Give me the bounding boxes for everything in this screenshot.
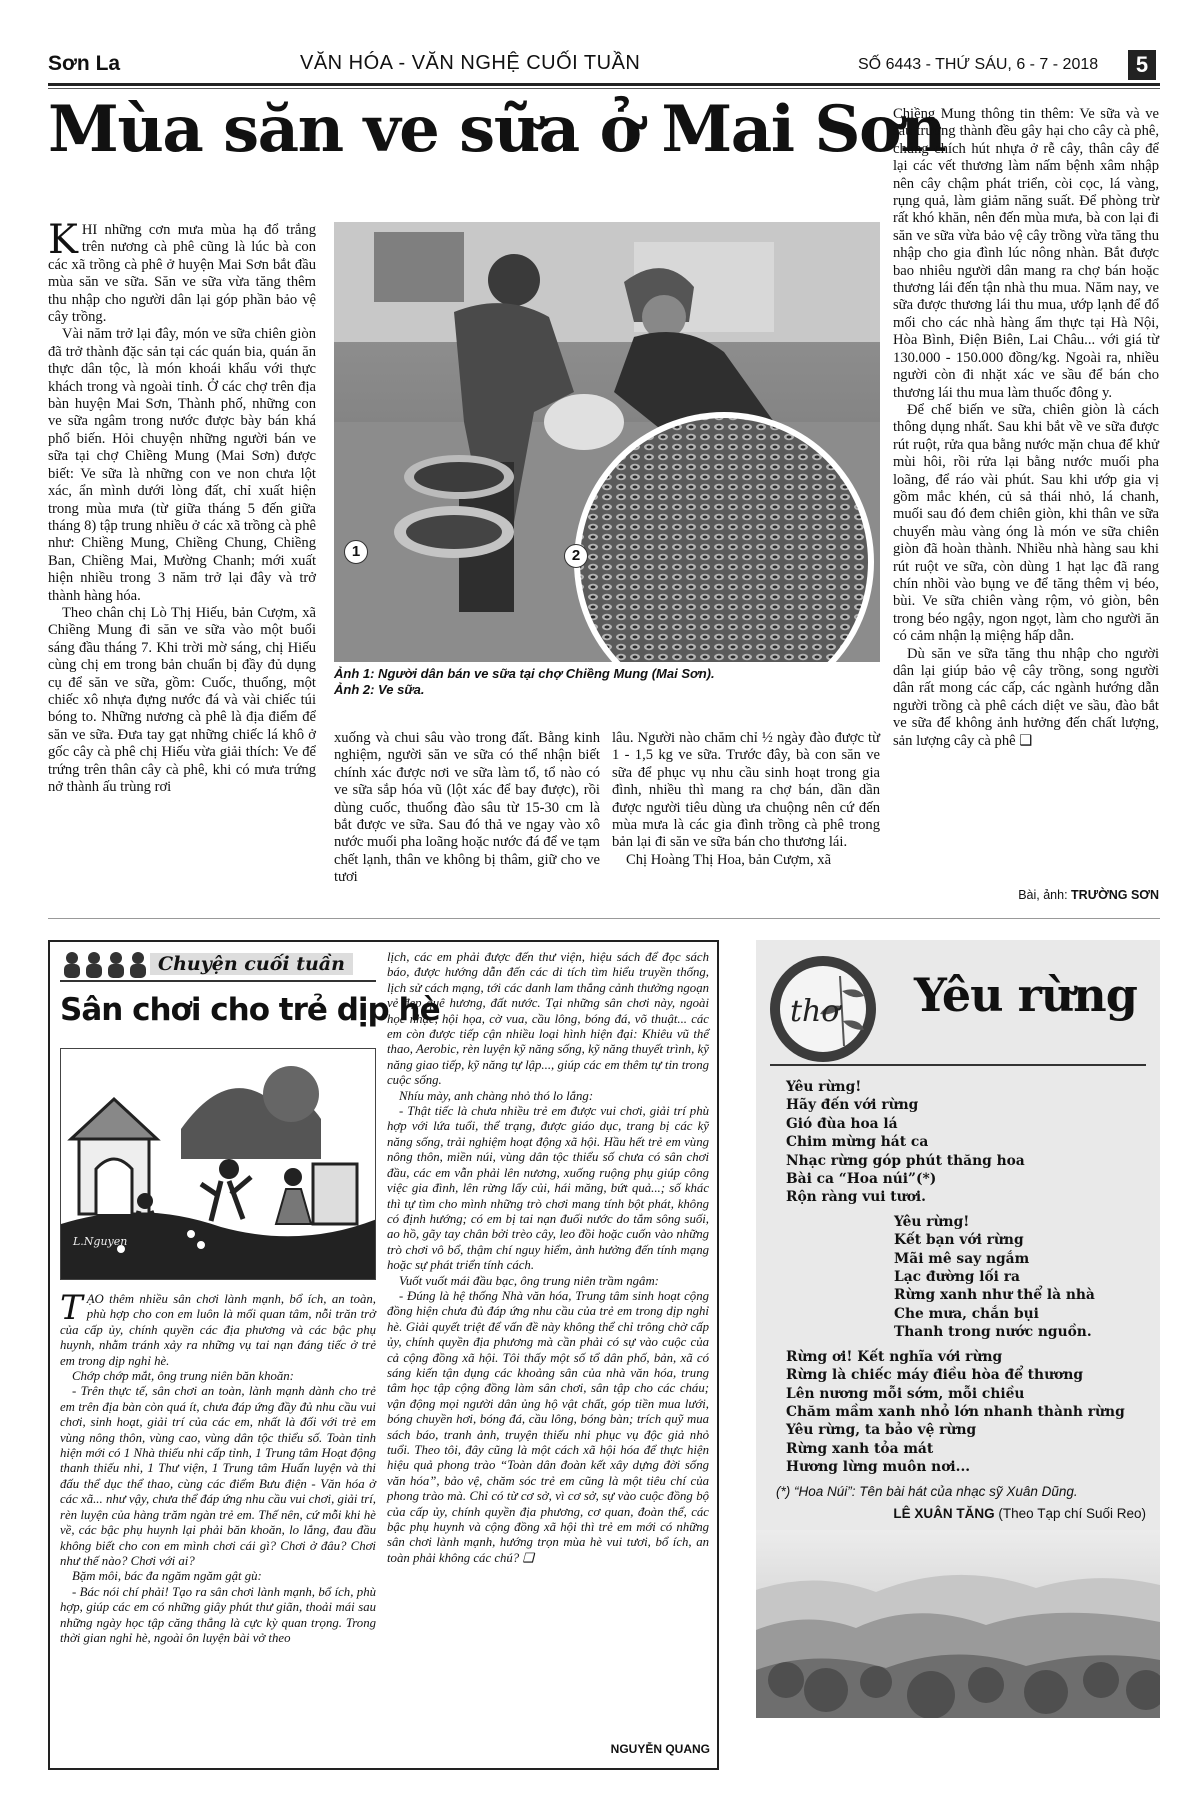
story-paragraph: - Thật tiếc là chưa nhiều trẻ em được vui chơi, giải trí phù hợp với lứa tuổi, thể trạng, được giáo dục, trang bị các kỹ năng sống, trải nghiệm hoạt động xã hội. Hầu hết trẻ em vùng nông thôn, miền núi, vùng dân tộc thiểu số chưa có sân chơi đầu, các em vẫn phải lên nương, xuống ruộng phụ giúp công việc gia đình, lên rừng lấy củi, hái măng, bứt quả...; số khác thì tự tìm cho mình những trò chơi mang tính bột phát, không có định hướng; có em bị tai nạn đuối nước do tắm sông suối, ao hồ, gãy tay chân bởi trèo cây, leo đồi hoặc cuốn vào những trò chơi vô bổ, thậm chí nguy hiểm, ảnh hưởng đến tính mạng hoặc sự phát triển tính cách.	[387, 1104, 709, 1273]
header-rule	[48, 83, 1160, 86]
byline-name: TRƯỜNG SƠN	[1071, 888, 1159, 902]
article-paragraph: xuống và chui sâu vào trong đất. Bằng kinh nghiệm, người săn ve sữa có thể nhận biết chính xác được nơi ve sữa làm tổ, tổ nào có ve sữa sắp hóa vũ (lột xác để bay được), rồi dùng cuốc, thuổng đào sâu từ 15-30 cm là bắt được ve sữa. Sau đó thả ve ngay vào xô nước muối pha loãng hoặc nước đá để ve tạm chết lạnh, thân ve không bị thâm, giữ cho ve tươi	[334, 730, 600, 886]
article-photo	[334, 222, 880, 662]
poem-title: Yêu rừng	[914, 968, 1137, 1022]
poem-line: Nhạc rừng góp phút thăng hoa	[786, 1152, 1025, 1169]
poem-line: Lên nương mỗi sớm, mỗi chiều	[786, 1385, 1025, 1402]
article-paragraph: lâu. Người nào chăm chỉ ½ ngày đào được từ 1 - 1,5 kg ve sữa. Trước đây, bà con săn ve sữa để phục vụ nhu cầu sinh hoạt trong gia đình, nhiều thì mang ra chợ bán, dần dần được người tiêu dùng ưa chuộng nên cứ đến mùa mưa là các gia đình trồng cà phê trong bản lại đi săn ve sữa bán cho thương lái.	[612, 730, 880, 851]
poem-line: Yêu rừng!	[786, 1079, 862, 1095]
article-paragraph: Chị Hoàng Thị Hoa, bản Cượm, xã	[626, 851, 832, 868]
poem-line: Bài ca “Hoa núi”(*)	[786, 1171, 937, 1188]
poem-line: Gió đùa hoa lá	[786, 1115, 898, 1132]
poem-line: Che mưa, chắn bụi	[894, 1305, 1039, 1322]
article-headline: Mùa săn ve sữa ở Mai Sơn	[48, 92, 946, 167]
poem-line: Hương lừng muôn nơi...	[786, 1459, 971, 1476]
forest-illustration	[756, 1530, 1160, 1718]
story-paragraph: - Đúng là hệ thống Nhà văn hóa, Trung tâm sinh hoạt cộng đồng hiện chưa đủ đáp ứng nhu cầu của trẻ em trong dịp nghỉ hè. Giải quyết triệt để vấn đề này không thể chỉ trông chờ cấp ủy, chính quyền địa phương mà cần phải có sự vào cuộc của cả cộng đồng xã hội. Tôi thấy một số tổ dân phố, bản, xã có sáng kiến tận dụng các khoảng sân của nhà văn hóa, trung tâm học tập cộng đồng làm sân chơi, sân tập cho các cháu; vận động mọi người dân ủng hộ vật chất, góp tiền mua lưới, bóng chuyền hơi, bóng đá, cầu lông, bóng bàn; trích quỹ mua sách báo, tranh ảnh, truyện thiếu nhi phục vụ độc giả nhỏ tuổi. Theo tôi, đây cũng là một cách xã hội hóa để thực hiện hiệu quả phong trào “Toàn dân đoàn kết xây dựng đời sống văn hóa”, bảo vệ, chăm sóc trẻ em cũng là một tiêu chí của phong trào mà. Chỉ có từ cơ sở, vì cơ sở, sự vào cuộc đồng bộ của cấp ủy, chính quyền địa phương, cơ quan, đoàn thể, các bậc phụ huynh và cộng đồng xã hội thì trẻ em mới có những sân chơi lành mạnh, hướng trọn mùa hè vui tươi, bổ ích, an toàn phải không các chú? ❑	[387, 1288, 709, 1565]
photo-caption	[334, 666, 880, 698]
poem-line: Rừng xanh như thể là nhà	[894, 1287, 1095, 1304]
poem-stanza	[786, 1078, 1156, 1207]
poem-line: Mãi mê say ngắm	[894, 1250, 1030, 1267]
market-photo-illustration	[334, 222, 880, 662]
article-column-2	[334, 730, 600, 887]
poem-line: Thanh trong nước nguồn.	[894, 1324, 1092, 1341]
newspaper-name: Sơn La	[48, 52, 121, 75]
article-column-3	[612, 730, 880, 869]
page-number: 5	[1128, 50, 1156, 80]
story-paragraph: - Bác nói chí phải! Tạo ra sân chơi lành mạnh, bổ ích, phù hợp, giúp các em có những giây phút thư giãn, thoải mái sau những ngày học tập căng thẳng là cực kỳ quan trọng. Trong thời gian nghỉ hè, ngoài ôn luyện bài vở theo	[60, 1584, 376, 1645]
article-column-1	[48, 217, 316, 796]
poem-line: Rộn ràng vui tươi.	[786, 1189, 926, 1206]
story-column-1	[60, 1288, 376, 1646]
poem-line: Yêu rừng!	[894, 1213, 970, 1230]
poem-line: Chăm mầm xanh nhỏ lớn nhanh thành rừng	[786, 1403, 1125, 1420]
byline-prefix: Bài, ảnh:	[1018, 888, 1068, 902]
header-rule-thin	[48, 88, 1160, 89]
poem-source: (Theo Tạp chí Suối Reo)	[998, 1506, 1146, 1521]
caption-line-1: Ảnh 1: Người dân bán ve sữa tại chợ Chiềng Mung (Mai Sơn).	[334, 666, 715, 681]
story-byline: NGUYỄN QUANG	[610, 1742, 710, 1756]
poem-footnote: (*) “Hoa Núi”: Tên bài hát của nhạc sỹ Xuân Dũng.	[776, 1484, 1078, 1499]
story-illustration	[60, 1048, 376, 1280]
poem-author-name: LÊ XUÂN TĂNG	[893, 1506, 995, 1521]
caption-line-2: Ảnh 2: Ve sữa.	[334, 682, 425, 697]
forest-photo	[756, 1530, 1160, 1718]
story-paragraph: - Trên thực tế, sân chơi an toàn, lành mạnh dành cho trẻ em trên địa bàn còn quá ít, chưa đáp ứng đầy đủ nhu cầu vui chơi, sinh hoạt, giải trí của các em, nhất là đối với trẻ em vùng nông thôn, vùng cao, vùng dân tộc thiểu số. Toàn tỉnh hiện mới có 1 Nhà thiếu nhi cấp tỉnh, 1 Trung tâm Hoạt động thanh thiếu nhi, 1 Thư viện, 1 Trung tâm Huấn luyện và thi đấu thể dục thể thao, cùng các điểm Bưu điện - Văn hóa ở các xã... như vậy, chưa thể đáp ứng nhu cầu vui chơi, giải trí, rèn luyện của hàng trăm ngàn trẻ em. Thế nên, cứ mỗi khi hè về, các bậc phụ huynh lại phải băn khoăn, lo lắng, đau đầu không biết cho con em mình chơi cái gì? Chơi ở đâu? Chơi như thế nào? Chơi với ai?	[60, 1384, 376, 1568]
poem-line: Rừng xanh tỏa mát	[786, 1440, 934, 1457]
story-paragraph: Bặm môi, bác đa ngăm ngăm gật gù:	[72, 1569, 262, 1584]
section-divider	[48, 918, 1160, 919]
article-paragraph: Chiềng Mung thông tin thêm: Ve sữa và ve sầu trưởng thành đều gây hại cho cây cà phê, chúng chích hút nhựa ở rễ cây, thân cây để lại các vết thương làm nấm bệnh xâm nhập nên cây chậm phát triển, còi cọc, lá vàng, rụng quả, làm giảm năng suất. Để phòng trừ rất khó khăn, nên đến mùa mưa, bà con lại đi săn ve sữa vừa bảo vệ cây trồng vừa tăng thu nhập cho gia đình lúc nông nhàn. Bắt được bao nhiêu người dân mang ra chợ bán hoặc thương lái đến tận nhà thu mua. Năm nay, ve sữa được thương lái thu mua, ướp lạnh để đổ mối cho các nhà hàng ẩm thực tại Hà Nội, Hòa Bình, Điện Biên, Lai Châu... với giá từ 130.000 - 150.000 đồng/kg. Ngoài ra, nhiều người còn đi nhặt xác ve sầu để bán cho thương lái thu mua làm thuốc đông y.	[893, 106, 1159, 401]
poem-badge-label: thơ	[790, 994, 840, 1029]
poem-line: Rừng là chiếc máy điều hòa để thương	[786, 1367, 1083, 1384]
article-paragraph: KHI những cơn mưa mùa hạ đổ trắng trên nương cà phê cũng là lúc bà con các xã trồng cà phê ở huyện Mai Sơn bắt đầu mùa săn ve sữa. Săn ve sữa vừa tăng thêm thu nhập cho người dân lại góp phần bảo vệ cây trồng.	[48, 217, 316, 326]
article-byline	[893, 888, 1159, 902]
story-paragraph: Vuốt vuốt mái đầu bạc, ông trung niên trầm ngâm:	[399, 1273, 659, 1288]
article-paragraph: Để chế biến ve sữa, chiên giòn là cách thông dụng nhất. Sau khi bắt về ve sữa được rút ruột, rửa qua bằng nước mặn chua để khử mùi hôi, rồi rửa lại bằng nước muối pha loãng, để ráo vài phút. Sau khi ướp gia vị gồm mắc khén, củ sả thái nhỏ, lá chanh, muối sau đó đem chiên giòn, khi thân ve sữa chuyển màu vàng óng là món ve sữa chiên giòn đã hoàn thành. Nhiều nhà hàng sau khi rút ruột ve sữa, còn dùng 1 hạt lạc đã rang chín nhồi vào bụng ve để tăng thêm vị béo, bùi. Ve sữa chiên vàng rộm, vỏ giòn, bên trong béo ngậy, ngon ngọt, làm cho người ăn có cảm nhận lạ miệng hấp dẫn.	[893, 401, 1159, 645]
story-paragraph: Chớp chớp mắt, ông trung niên băn khoăn:	[72, 1369, 294, 1384]
issue-info: SỐ 6443 - THỨ SÁU, 6 - 7 - 2018	[858, 56, 1099, 73]
drop-cap: K	[48, 217, 78, 263]
poem-line: Kết bạn với rừng	[894, 1232, 1024, 1249]
article-column-4	[893, 106, 1159, 750]
photo-label-2: 2	[564, 544, 588, 568]
article-paragraph: Theo chân chị Lò Thị Hiếu, bản Cượm, xã Chiềng Mung đi săn ve sữa vào một buổi sáng đầu tháng 7. Khi trời mờ sáng, chị Hiếu cùng chị em trong bản chuẩn bị đầy đủ dụng cụ để săn ve sữa, gồm: Cuốc, thuổng, một chiếc xô nhựa đựng nước đá và vài chiếc túi bóng to. Những nương cà phê là địa điểm để săn ve sữa. Đưa tay gạt những chiếc lá khô ở gốc cây cà phê chị Hiếu vừa giải thích: Ve để trứng trên thân cây cà phê, khi có mưa trứng nở thành ấu trùng rơi	[48, 604, 316, 795]
story-paragraph: lịch, các em phải được đến thư viện, hiệu sách để đọc sách báo, được hướng dẫn đến các di tích tìm hiểu truyền thống, lịch sử cách mạng, tới các danh lam thắng cảnh thưởng ngoạn vẻ đẹp quê hương, đất nước. Tại những sân chơi này, ngoài học nhạc, hội họa, cờ vua, cầu lông, bóng đá, võ thuật... các em còn được tiếp cận nhiều loại hình hiện đại: Khiêu vũ thể thao, Aerobic, rèn luyện kỹ năng sống, kỹ năng thuyết trình, kỹ năng giao tiếp, kỹ năng tự lập..., giúp các em thêm tự tin trong cuộc sống.	[387, 950, 709, 1088]
section-title: VĂN HÓA - VĂN NGHỆ CUỐI TUẦN	[300, 52, 641, 74]
poem-line: Hãy đến với rừng	[786, 1097, 919, 1114]
story-paragraph: Nhíu mày, anh chàng nhỏ thó lo lắng:	[399, 1088, 594, 1103]
illustration-signature: L.Nguyen	[73, 1235, 128, 1248]
people-icon	[60, 950, 148, 978]
poem-line: Lạc đường lối ra	[894, 1269, 1020, 1286]
poem-stanza	[786, 1213, 1156, 1342]
drop-cap: T	[60, 1288, 83, 1328]
poem-stanza	[786, 1348, 1156, 1477]
story-paragraph: TẠO thêm nhiều sân chơi lành mạnh, bổ ích, an toàn, phù hợp cho con em luôn là mối quan tâm, nỗi trăn trở của cấp ủy, chính quyền các địa phương và các bậc phụ huynh, nhằm tránh xảy ra những vụ tai nạn đáng tiếc ở trẻ em trong dịp nghỉ hè.	[60, 1288, 376, 1368]
poem-line: Yêu rừng, ta bảo vệ rừng	[786, 1422, 977, 1439]
poem-author	[776, 1506, 1146, 1521]
poem-line: Rừng ơi! Kết nghĩa với rừng	[786, 1348, 1003, 1365]
poem-body	[786, 1078, 1156, 1483]
article-paragraph: Vài năm trở lại đây, món ve sữa chiên giòn đã trở thành đặc sản tại các quán bia, quán ăn thực dân tộc, là món khoái khẩu với thực khách trong và ngoài tỉnh. Ở các chợ trên địa bàn huyện Mai Sơn, Thành phố, những con ve sữa ngâm trong nước được bày bán khá phổ biến. Hỏi chuyện những người bán ve sữa tại chợ Chiềng Mung (Mai Sơn) được biết: Ve sữa là những con ve non chưa lột xác, ẩn mình dưới lòng đất, chỉ xuất hiện trong mùa mưa (từ giữa tháng 5 đến giữa tháng 8) tập trung nhiều ở các xã trồng cà phê như: Chiềng Mung, Chiềng Chung, Chiềng Ban, Chiềng Mai, Mường Chanh; mới xuất hiện nhiều trong 3 năm trở lại đây và trở thành hàng hóa.	[48, 326, 316, 604]
article-paragraph: Dù săn ve sữa tăng thu nhập cho người dân lại giúp bảo vệ cây trồng, song người dân rất mong các cấp, các ngành hướng dẫn người trồng cà phê cách diệt ve sầu, đào bắt ve sữa để không ảnh hưởng đến chất lượng, sản lượng cây cà phê ❑	[893, 645, 1159, 749]
story-title: Sân chơi cho trẻ dịp hè	[60, 992, 440, 1028]
story-column-2	[387, 950, 709, 1566]
photo-label-1: 1	[344, 540, 368, 564]
kicker-label: Chuyện cuối tuần	[150, 953, 353, 975]
poem-title-rule	[770, 1064, 1146, 1066]
poem-line: Chim mừng hát ca	[786, 1134, 929, 1151]
